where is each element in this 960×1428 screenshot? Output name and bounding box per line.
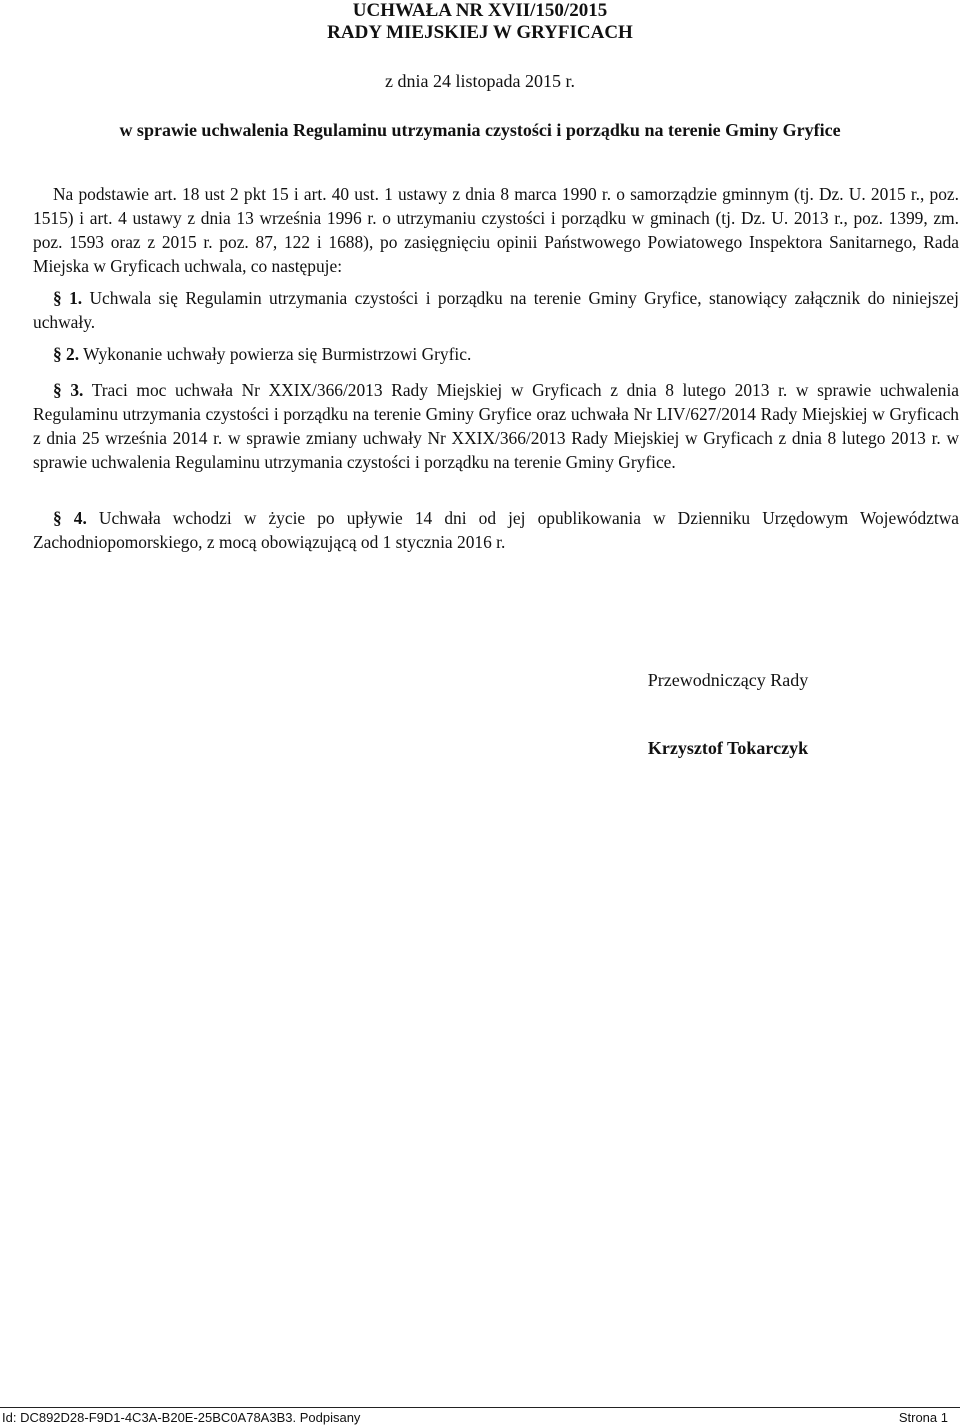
section-2-number: § 2. <box>53 344 80 364</box>
resolution-number: UCHWAŁA NR XVII/150/2015 <box>352 0 608 21</box>
footer-divider <box>0 1407 960 1408</box>
signatory-name: Krzysztof Tokarczyk <box>647 738 809 758</box>
section-3-paragraph <box>33 378 959 474</box>
resolution-date: z dnia 24 listopada 2015 r. <box>385 71 575 91</box>
preamble-paragraph: Na podstawie art. 18 ust 2 pkt 15 i art. 40 ust. 1 ustawy z dnia 8 marca 1990 r. o samorządzie gminnym (tj. Dz. U. 2015 r., poz. 1515) i art. 4 ustawy z dnia 13 września 1996 r. o utrzymaniu czystości i porządku w gminach (tj. Dz. U. 2013 r., poz. 1399, zm. poz. 1593 oraz z 2015 r. poz. 87, 122 i 1688), po zasięgnięciu opinii Państwowego Powiatowego Inspektora Sanitarnego, Rada Miejska w Gryficach uchwala, co następuje: <box>33 184 959 276</box>
document-id: Id: DC892D28-F9D1-4C3A-B20E-25BC0A78A3B3. Podpisany <box>2 1410 361 1425</box>
section-2-paragraph <box>33 342 959 366</box>
section-4-number: § 4. <box>53 508 87 528</box>
council-name: RADY MIEJSKIEJ W GRYFICACH <box>327 22 633 43</box>
page-number: Strona 1 <box>898 1410 948 1425</box>
section-2-text: Wykonanie uchwały powierza się Burmistrzowi Gryfic. <box>79 344 472 364</box>
section-3-text: Traci moc uchwała Nr XXIX/366/2013 Rady Miejskiej w Gryficach z dnia 8 lutego 2013 r. w sprawie uchwalenia Regulaminu utrzymania czystości i porządku na terenie Gminy Gryfice oraz uchwała Nr LIV/627/2014 Rady Miejskiej w Gryficach z dnia 25 września 2014 r. w sprawie zmiany uchwały Nr XXIX/366/2013 Rady Miejskiej w Gryficach z dnia 8 lutego 2013 r. w sprawie uchwalenia Regulaminu utrzymania czystości i porządku na terenie Gminy Gryfice. <box>33 380 959 472</box>
section-1-text: Uchwala się Regulamin utrzymania czystości i porządku na terenie Gminy Gryfice, stanowiący załącznik do niniejszej uchwały. <box>33 288 959 332</box>
section-4-text: Uchwała wchodzi w życie po upływie 14 dni od jej opublikowania w Dzienniku Urzędowym Województwa Zachodniopomorskiego, z mocą obowiązującą od 1 stycznia 2016 r. <box>33 508 959 552</box>
section-1-paragraph <box>33 286 959 334</box>
section-1-number: § 1. <box>53 288 83 308</box>
resolution-title <box>0 0 960 44</box>
resolution-subject: w sprawie uchwalenia Regulaminu utrzymania czystości i porządku na terenie Gminy Gryfice <box>119 120 841 140</box>
signatory-role: Przewodniczący Rady <box>647 670 809 690</box>
section-3-number: § 3. <box>53 380 84 400</box>
section-4-paragraph <box>33 506 959 554</box>
